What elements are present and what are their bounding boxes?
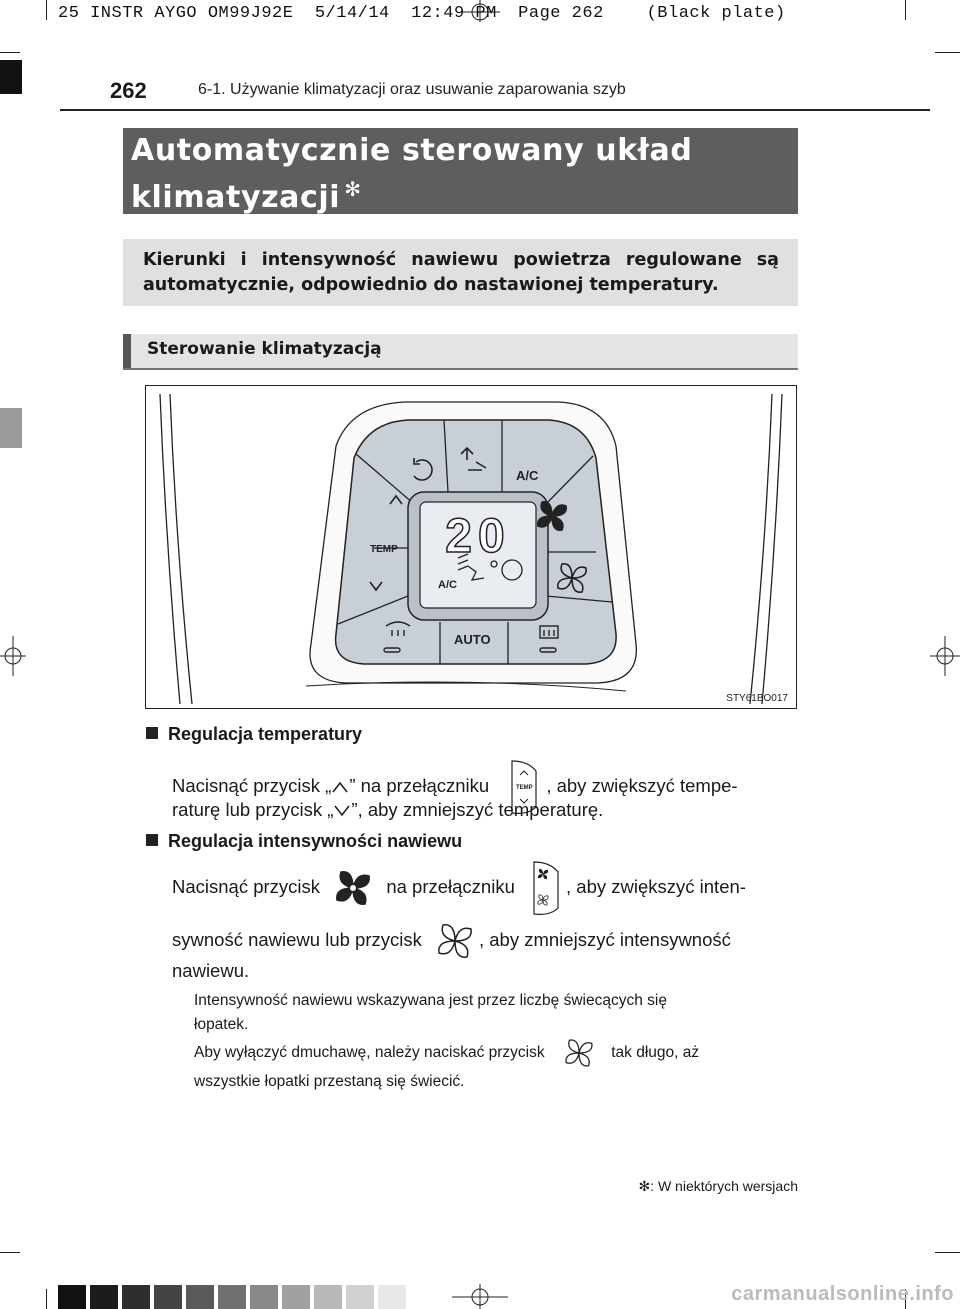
text: Aby wyłączyć dmuchawę, należy naciskać przycisk <box>194 1044 545 1061</box>
registration-mark <box>930 636 960 676</box>
color-swatch <box>122 1285 150 1309</box>
fan-note-2 <box>194 1036 699 1070</box>
text: tak długo, aż <box>611 1044 700 1061</box>
crop-mark <box>935 1252 960 1253</box>
text: , aby zwiększyć tempe- <box>546 774 738 796</box>
color-swatch <box>154 1285 182 1309</box>
fan-heading-text: Regulacja intensywności nawiewu <box>168 831 463 851</box>
fan-line-3: nawiewu. <box>172 960 250 981</box>
chevron-up-icon <box>331 780 349 794</box>
text: na przełączniku <box>386 875 515 897</box>
asterisk-icon: ✻ <box>638 1178 651 1194</box>
figure-code: STY61BO017 <box>726 693 788 704</box>
fan-outline-icon <box>435 921 475 961</box>
temperature-line-2 <box>172 799 603 821</box>
color-swatch <box>314 1285 342 1309</box>
fan-line-2 <box>172 915 731 965</box>
temperature-heading <box>146 724 362 745</box>
color-swatch <box>218 1285 246 1309</box>
fan-note-1b: łopatek. <box>194 1016 249 1033</box>
intro-text: Kierunki i intensywność nawiewu powietrza regulowane są automatycznie, odpowiednio do nastawionej temperatury. <box>143 250 779 295</box>
color-swatch <box>90 1285 118 1309</box>
color-swatch <box>282 1285 310 1309</box>
display-temperature: 20 <box>445 510 511 563</box>
subheading: Sterowanie klimatyzacją <box>147 339 382 359</box>
temperature-heading-text: Regulacja temperatury <box>168 724 363 744</box>
crop-mark <box>0 1252 20 1253</box>
bullet-square-icon <box>146 834 158 846</box>
bullet-square-icon <box>146 727 158 739</box>
color-swatch <box>250 1285 278 1309</box>
fan-line-1 <box>172 858 746 908</box>
title-line-2: klimatyzacji <box>131 180 341 215</box>
color-swatch <box>378 1285 406 1309</box>
chapter-title-banner <box>123 128 798 214</box>
text: raturę lub przycisk „ <box>172 799 334 820</box>
asterisk-icon: ✻ <box>344 177 362 201</box>
text: , aby zmniejszyć intensywność <box>478 929 731 950</box>
subheading-bar <box>123 334 798 370</box>
watermark: carmanualsonline.info <box>731 1283 954 1305</box>
crop-mark <box>46 1289 47 1309</box>
text: Nacisnąć przycisk „ <box>172 774 332 796</box>
page-title <box>131 132 791 217</box>
chapter-tab-marker <box>0 60 22 94</box>
chapter-tab <box>0 408 22 448</box>
subheading-accent <box>123 334 131 368</box>
crop-mark <box>905 0 906 20</box>
fan-filled-icon <box>333 868 373 908</box>
temp-switch-label: TEMP <box>370 544 398 555</box>
footnote <box>638 1178 798 1195</box>
registration-mark <box>0 636 26 676</box>
text: Nacisnąć przycisk <box>172 875 321 897</box>
title-line-1: Automatycznie sterowany układ <box>131 133 693 168</box>
crop-mark <box>0 52 20 53</box>
crop-mark <box>46 0 47 20</box>
page-number: 262 <box>110 78 147 103</box>
fan-switch-icon <box>526 858 564 918</box>
running-header: 6-1. Używanie klimatyzacji oraz usuwanie zaparowania szyb <box>198 81 626 98</box>
fan-heading <box>146 831 462 852</box>
text: ”, aby zmniejszyć temperaturę. <box>351 799 604 820</box>
climate-panel-illustration <box>146 386 796 708</box>
text: sywność nawiewu lub przycisk <box>172 929 422 950</box>
color-swatch <box>186 1285 214 1309</box>
fan-note-1a: Intensywność nawiewu wskazywana jest przez liczbę świecących się <box>194 992 667 1009</box>
fan-note-2c: wszystkie łopatki przestaną się świecić. <box>194 1073 465 1090</box>
footnote-text: : W niektórych wersjach <box>650 1178 798 1194</box>
ac-button-label: A/C <box>516 468 539 483</box>
auto-button-label: AUTO <box>454 632 491 647</box>
header-rule <box>60 109 930 111</box>
registration-mark <box>452 1284 508 1309</box>
chevron-down-icon <box>333 804 351 818</box>
display-ac-label: A/C <box>438 579 457 591</box>
crop-mark <box>935 52 960 53</box>
temp-icon-label: TEMP <box>516 785 533 791</box>
color-swatch <box>346 1285 374 1309</box>
color-swatch <box>58 1285 86 1309</box>
fan-outline-icon <box>563 1037 595 1069</box>
text: , aby zwiększyć inten- <box>566 875 746 897</box>
print-slug: 25 INSTR AYGO OM99J92E 5/14/14 12:49 PM Page 262 (Black plate) <box>58 4 786 23</box>
intro-box <box>123 239 798 306</box>
text: ” na przełączniku <box>349 774 490 796</box>
climate-panel-figure <box>145 385 797 709</box>
